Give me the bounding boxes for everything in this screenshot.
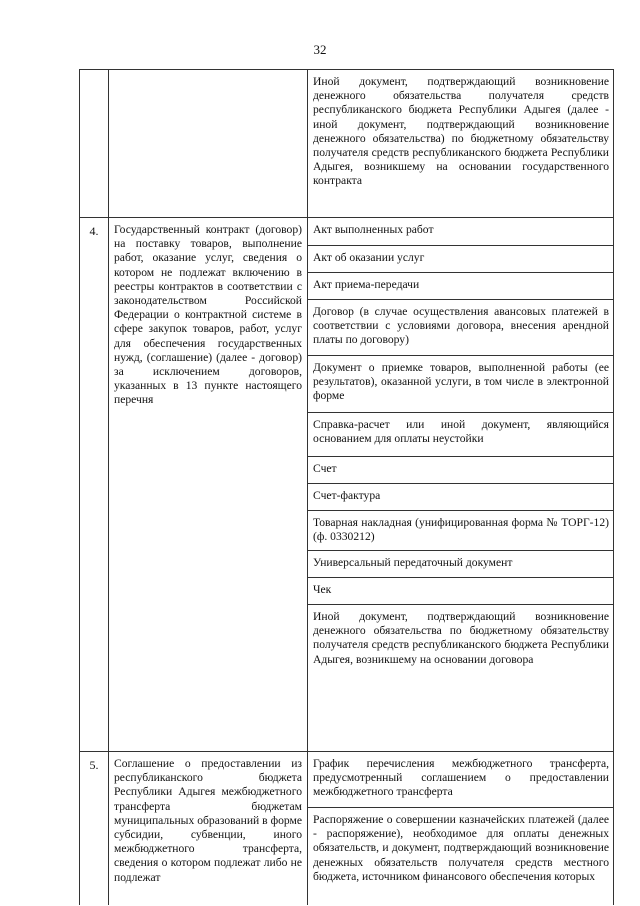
table-row-continuation [80, 69, 613, 217]
row-description: Соглашение о предоставлении из республиканского бюджета Республики Адыгея межбюджетного трансферта бюджетам муниципальных образований в форме субсидии, субвенции, иного межбюджетного трансферта, сведения о котором подлежат либо не подлежат [114, 757, 302, 884]
document-cell-text: Распоряжение о совершении казначейских платежей (далее - распоряжение), необходимое для оплаты денежных обязательств, и документ, подтверждающий возникновение денежных обязательств получателя средств местного бюджета, источником финансового обеспечения которых [313, 813, 609, 883]
document-cell [308, 272, 613, 299]
document-cell-text: Универсальный передаточный документ [313, 556, 513, 569]
document-cell [308, 412, 613, 456]
documents-table [79, 69, 614, 905]
column-divider [108, 752, 109, 905]
document-cell [308, 510, 613, 550]
document-cell [308, 752, 613, 807]
document-cell-text: Чек [313, 583, 332, 596]
row-number: 4. [89, 224, 99, 238]
document-cell-text: График перечисления межбюджетного трансферта, предусмотренный соглашением о предоставлении межбюджетного трансферта [313, 757, 609, 799]
document-cell [308, 577, 613, 604]
page-number: 32 [313, 42, 327, 57]
document-cell-text: Товарная накладная (унифицированная форма № ТОРГ-12) (ф. 0330212) [313, 516, 609, 544]
document-cell-text: Акт приема-передачи [313, 278, 420, 291]
document-cell [308, 550, 613, 577]
document-cell-text: Договор (в случае осуществления авансовых платежей в соответствии с условиями договора, внесения арендной платы по договору) [313, 305, 609, 347]
document-cell [308, 807, 613, 906]
document-cell [308, 70, 613, 218]
document-cell [308, 456, 613, 483]
document-cell-text: Иной документ, подтверждающий возникновение денежного обязательства по бюджетному обязательству получателя средств республиканского бюджета Республики Адыгея, возникшему на основании договора [313, 610, 609, 666]
table-row-4 [80, 217, 613, 751]
column-divider [108, 70, 109, 217]
document-cell-text: Счет [313, 462, 337, 475]
row-number: 5. [89, 758, 99, 772]
document-cell-text: Справка-расчет или иной документ, являющийся основанием для оплаты неустойки [313, 418, 609, 446]
document-cell-text: Счет-фактура [313, 489, 381, 502]
document-cell [308, 355, 613, 412]
document-cell [308, 245, 613, 272]
document-cell [308, 299, 613, 355]
document-cell-text: Иной документ, подтверждающий возникновение денежного обязательства получателя средств республиканского бюджета Республики Адыгея (далее - иной документ, подтверждающий возникновение денежного обязательства) по бюджетному обязательству получателя средств республиканского бюджета Республики Адыгея, возникшему на основании государственного контракта [313, 75, 609, 188]
row-description: Государственный контракт (договор) на поставку товаров, выполнение работ, оказание услуг, сведения о котором не подлежат включению в реестры контрактов в соответствии с законодательством Российской Федерации о контрактной системе в сфере закупок товаров, работ, услуг для обеспечения государственных нужд, (соглашение) (далее - договор) за исключением договоров, указанных в 13 пункте настоящего перечня [114, 223, 302, 407]
document-cell-text: Акт об оказании услуг [313, 251, 425, 264]
document-cell [308, 483, 613, 510]
document-cell-text: Акт выполненных работ [313, 223, 434, 236]
table-row-5 [80, 751, 613, 905]
document-cell [308, 604, 613, 752]
document-cell [308, 218, 613, 245]
document-cell-text: Документ о приемке товаров, выполненной работы (ее результатов), оказанной услуги, в том числе в электронной форме [313, 361, 609, 403]
column-divider [108, 218, 109, 751]
